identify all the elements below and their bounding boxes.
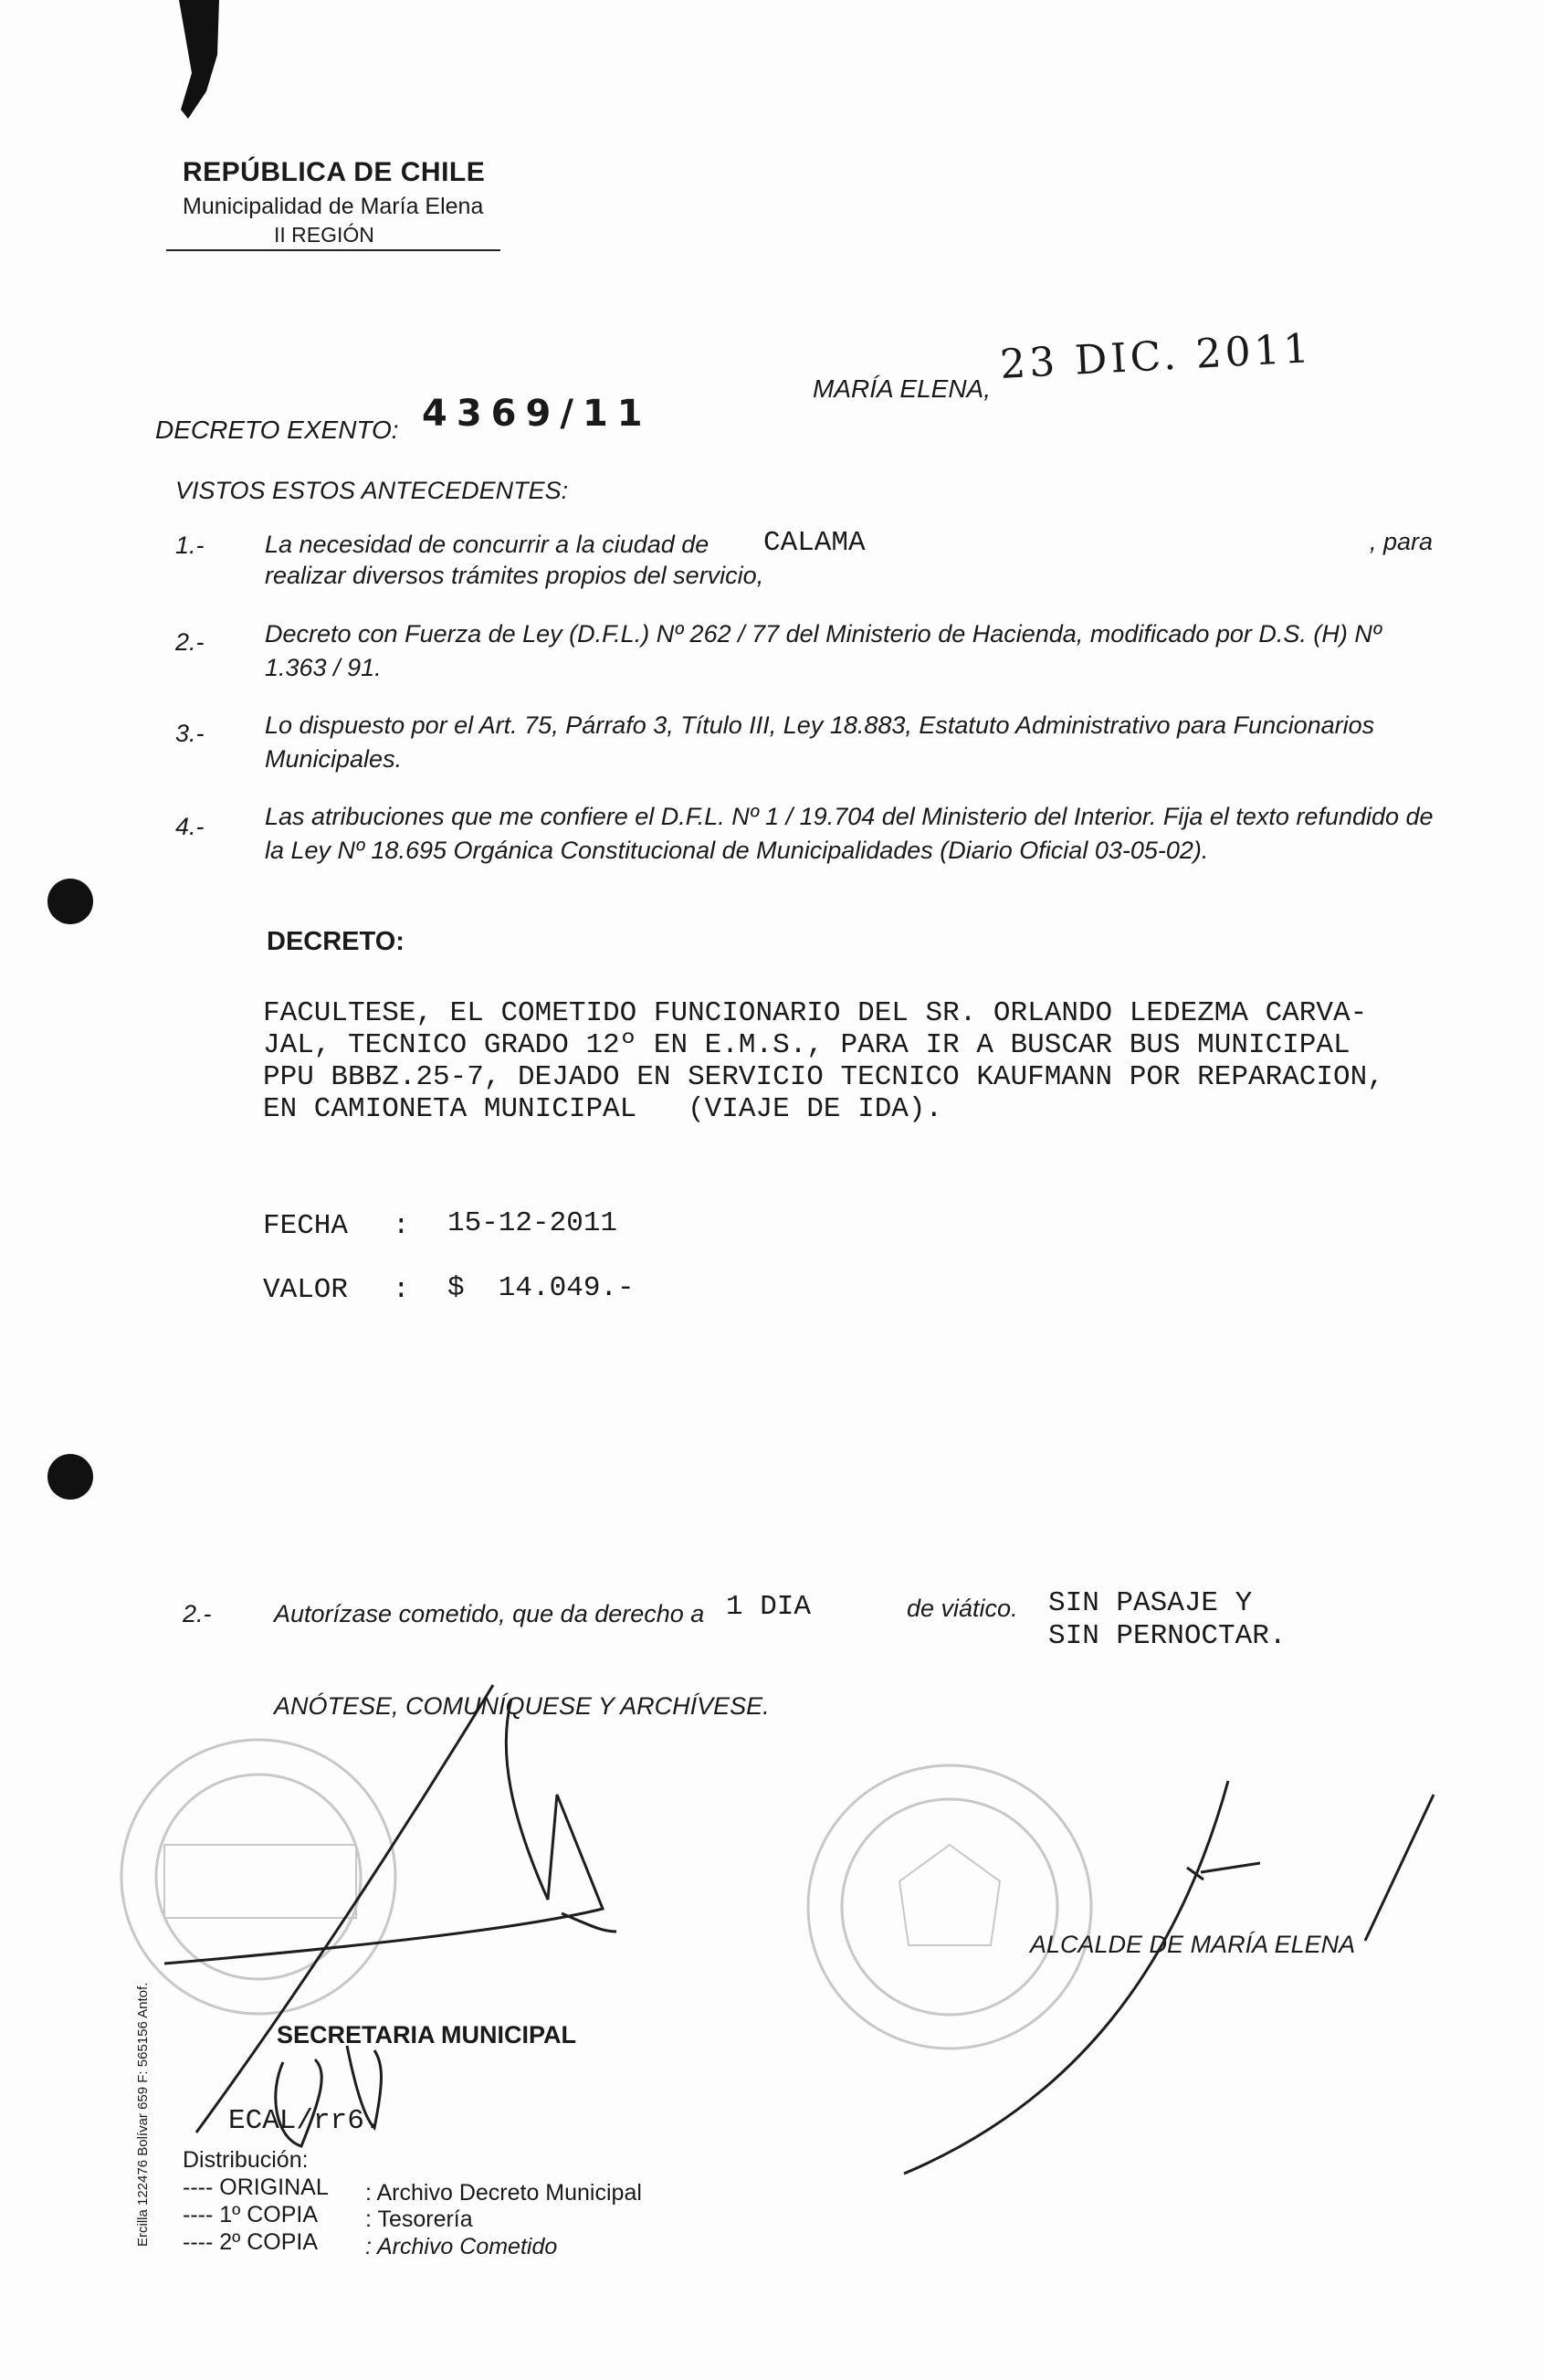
- fecha-label: FECHA: [263, 1210, 349, 1242]
- distribution-heading: Distribución:: [183, 2147, 309, 2173]
- place-label: MARÍA ELENA,: [813, 374, 992, 403]
- item-1-line2: realizar diversos trámites propios del servicio,: [265, 562, 764, 589]
- printer-note: Ercilla 122476 Bolívar 659 F: 565156 Antof.: [135, 1982, 151, 2247]
- distribution-dest: : Archivo Decreto Municipal: [365, 2180, 642, 2206]
- item-4-text: Las atribuciones que me confiere el D.F.L. Nº 1 / 19.704 del Ministerio del Interior. Fija el texto refundido de la Ley Nº 18.695 Orgánica Constitucional de Municipalidades (Diario Oficial 03-05-02).: [265, 803, 1434, 864]
- region-name: II REGIÓN: [274, 223, 374, 247]
- decree-body-line: EN CAMIONETA MUNICIPAL (VIAJE DE IDA).: [263, 1093, 943, 1125]
- item-number: 4.-: [175, 813, 205, 840]
- item-2-text: Decreto con Fuerza de Ley (D.F.L.) Nº 262 / 77 del Ministerio de Hacienda, modificado por D.S. (H) Nº 1.363 / 91.: [265, 620, 1382, 681]
- section-2-number: 2.-: [183, 1600, 212, 1627]
- secretary-title: SECRETARIA MUNICIPAL: [277, 2021, 576, 2048]
- distribution-copy: ---- ORIGINAL: [183, 2175, 329, 2200]
- item-1-text: La necesidad de concurrir a la ciudad de: [265, 531, 709, 558]
- mayor-signature: [904, 1781, 1434, 2174]
- distribution-copy: ---- 2º COPIA: [183, 2229, 319, 2255]
- municipality-name: Municipalidad de María Elena: [183, 194, 484, 219]
- travel-conditions: SIN PASAJE Y SIN PERNOCTAR.: [1048, 1587, 1287, 1652]
- decreto-heading: DECRETO:: [267, 927, 405, 956]
- item-number: 1.-: [175, 532, 205, 559]
- decree-body-line: JAL, TECNICO GRADO 12º EN E.M.S., PARA IR A BUSCAR BUS MUNICIPAL: [263, 1029, 1351, 1061]
- vistos-heading: VISTOS ESTOS ANTECEDENTES:: [175, 477, 569, 504]
- decree-body-line: FACULTESE, EL COMETIDO FUNCIONARIO DEL SR. ORLANDO LEDEZMA CARVA-: [263, 997, 1368, 1029]
- fecha-colon: :: [393, 1210, 410, 1242]
- mayor-title: ALCALDE DE MARÍA ELENA: [1030, 1931, 1356, 1958]
- decree-body-line: PPU BBBZ.25-7, DEJADO EN SERVICIO TECNICO KAUFMANN POR REPARACION,: [263, 1061, 1384, 1093]
- valor-label: VALOR: [263, 1274, 349, 1306]
- staple-mark: [179, 0, 219, 119]
- header-divider: [166, 249, 500, 251]
- item-3-text: Lo dispuesto por el Art. 75, Párrafo 3, Título III, Ley 18.883, Estatuto Administrativo para Funcionarios Municipales.: [265, 711, 1375, 773]
- item-1-end: , para: [1370, 528, 1434, 555]
- alcaldia-seal: [808, 1765, 1091, 2048]
- country-header: REPÚBLICA DE CHILE: [183, 157, 486, 187]
- days-count: 1 DIA: [726, 1591, 812, 1623]
- viatico-label: de viático.: [907, 1595, 1018, 1622]
- distribution-dest: : Tesorería: [365, 2206, 473, 2232]
- punch-hole: [47, 1454, 93, 1500]
- initials: ECAL/rr6.: [228, 2105, 382, 2137]
- distribution-copy: ---- 1º COPIA: [183, 2202, 319, 2227]
- date-stamp: 23 DIC. 2011: [998, 325, 1314, 388]
- closing-formula: ANÓTESE, COMUNÍQUESE Y ARCHÍVESE.: [274, 1692, 770, 1720]
- fecha-value: 15-12-2011: [447, 1207, 618, 1239]
- decree-number: 4369/11: [422, 393, 652, 435]
- item-number: 2.-: [175, 628, 205, 656]
- secretaria-seal: [121, 1740, 395, 2014]
- decree-label: DECRETO EXENTO:: [155, 416, 399, 444]
- destination-city: CALAMA: [763, 527, 866, 559]
- valor-value: $ 14.049.-: [447, 1272, 635, 1304]
- section-2-text: Autorízase cometido, que da derecho a: [274, 1600, 705, 1627]
- distribution-dest: : Archivo Cometido: [365, 2234, 558, 2259]
- valor-colon: :: [393, 1274, 410, 1306]
- item-number: 3.-: [175, 720, 205, 747]
- punch-hole: [47, 879, 93, 924]
